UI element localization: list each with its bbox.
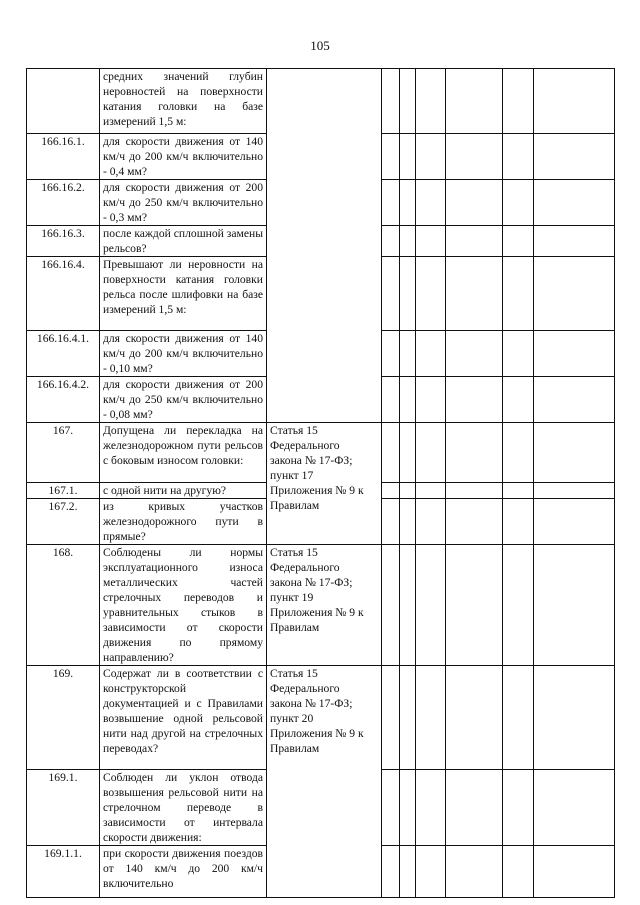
remark-cell (503, 846, 534, 898)
item-number: 166.16.1. (27, 134, 100, 180)
item-question: с одной нити на другую? (100, 483, 267, 499)
item-question: средних значений глубин неровностей на поверхности катания головки на базе измерений 1,5 м: (100, 69, 267, 134)
remark-cell (446, 226, 503, 257)
item-question: Содержат ли в соответствии с конструкторской документацией и с Правилами возвышение одной рельсовой нити над другой на стрелочных переводах? (100, 666, 267, 770)
item-question: для скорости движения от 200 км/ч до 250 км/ч включительно - 0,08 мм? (100, 377, 267, 423)
remark-cell (446, 545, 503, 666)
answer-yes-cell (382, 69, 400, 134)
item-question: при скорости движения поездов от 140 км/ч до 200 км/ч включительно (100, 846, 267, 898)
remark-cell (446, 134, 503, 180)
legal-reference (267, 69, 382, 423)
answer-na-cell (416, 257, 446, 331)
remark-cell (446, 770, 503, 846)
answer-no-cell (400, 483, 416, 499)
answer-no-cell (400, 180, 416, 226)
answer-na-cell (416, 423, 446, 483)
answer-na-cell (416, 134, 446, 180)
item-number: 166.16.4.1. (27, 331, 100, 377)
remark-cell (446, 499, 503, 545)
remark-cell (503, 180, 534, 226)
remark-cell (503, 483, 534, 499)
answer-no-cell (400, 846, 416, 898)
remark-cell (503, 499, 534, 545)
remark-cell (446, 331, 503, 377)
answer-na-cell (416, 180, 446, 226)
answer-yes-cell (382, 545, 400, 666)
answer-yes-cell (382, 499, 400, 545)
item-question: для скорости движения от 140 км/ч до 200 км/ч включительно - 0,4 мм? (100, 134, 267, 180)
answer-yes-cell (382, 423, 400, 483)
remark-cell (446, 423, 503, 483)
item-question: Соблюден ли уклон отвода возвышения рельсовой нити на стрелочном переводе в зависимости от интервала скорости движения: (100, 770, 267, 846)
item-number: 168. (27, 545, 100, 666)
legal-reference (267, 545, 382, 666)
remark-cell (534, 226, 615, 257)
remark-cell (503, 545, 534, 666)
remark-cell (534, 423, 615, 483)
remark-cell (534, 545, 615, 666)
remark-cell (503, 377, 534, 423)
answer-no-cell (400, 770, 416, 846)
item-number: 166.16.4. (27, 257, 100, 331)
answer-na-cell (416, 846, 446, 898)
answer-na-cell (416, 499, 446, 545)
remark-cell (446, 257, 503, 331)
answer-na-cell (416, 331, 446, 377)
remark-cell (446, 69, 503, 134)
remark-cell (534, 770, 615, 846)
answer-na-cell (416, 666, 446, 770)
remark-cell (503, 257, 534, 331)
remark-cell (503, 226, 534, 257)
answer-na-cell (416, 377, 446, 423)
remark-cell (446, 180, 503, 226)
remark-cell (446, 483, 503, 499)
remark-cell (534, 666, 615, 770)
page-number: 105 (310, 38, 330, 53)
item-question: Допущена ли перекладка на железнодорожном пути рельсов с боковым износом головки: (100, 423, 267, 483)
answer-na-cell (416, 226, 446, 257)
answer-yes-cell (382, 180, 400, 226)
item-number: 166.16.4.2. (27, 377, 100, 423)
item-question: для скорости движения от 200 км/ч до 250 км/ч включительно - 0,3 мм? (100, 180, 267, 226)
item-number: 169.1. (27, 770, 100, 846)
item-number: 167.1. (27, 483, 100, 499)
table-row (27, 423, 615, 483)
answer-na-cell (416, 545, 446, 666)
remark-cell (534, 331, 615, 377)
item-number: 169.1.1. (27, 846, 100, 898)
remark-cell (503, 134, 534, 180)
remark-cell (503, 666, 534, 770)
remark-cell (503, 770, 534, 846)
remark-cell (534, 134, 615, 180)
remark-cell (446, 846, 503, 898)
table-row (27, 69, 615, 134)
answer-no-cell (400, 377, 416, 423)
item-number: 167.2. (27, 499, 100, 545)
remark-cell (534, 69, 615, 134)
legal-reference-text: Статья 15 Федерального закона № 17-ФЗ; пункт 19 Приложения № 9 к Правилам (270, 546, 364, 634)
remark-cell (534, 377, 615, 423)
item-number: 166.16.2. (27, 180, 100, 226)
answer-yes-cell (382, 134, 400, 180)
answer-yes-cell (382, 666, 400, 770)
answer-yes-cell (382, 770, 400, 846)
answer-no-cell (400, 134, 416, 180)
answer-no-cell (400, 331, 416, 377)
remark-cell (446, 666, 503, 770)
legal-reference-text: Статья 15 Федерального закона № 17-ФЗ; пункт 17 Приложения № 9 к Правилам (270, 424, 364, 512)
remark-cell (534, 180, 615, 226)
answer-no-cell (400, 226, 416, 257)
answer-no-cell (400, 423, 416, 483)
answer-yes-cell (382, 377, 400, 423)
answer-na-cell (416, 69, 446, 134)
answer-na-cell (416, 483, 446, 499)
item-number (27, 69, 100, 134)
legal-reference (267, 423, 382, 545)
answer-yes-cell (382, 846, 400, 898)
answer-yes-cell (382, 483, 400, 499)
answer-no-cell (400, 545, 416, 666)
remark-cell (503, 69, 534, 134)
item-question: Соблюдены ли нормы эксплуатационного износа металлических частей стрелочных переводов и уравнительных стыков в зависимости от скорости движения по прямому направлению? (100, 545, 267, 666)
item-question: после каждой сплошной замены рельсов? (100, 226, 267, 257)
item-question: Превышают ли неровности на поверхности катания головки рельса после шлифовки на базе измерений 1,5 м: (100, 257, 267, 331)
answer-yes-cell (382, 257, 400, 331)
item-number: 167. (27, 423, 100, 483)
answer-yes-cell (382, 331, 400, 377)
item-question: из кривых участков железнодорожного пути в прямые? (100, 499, 267, 545)
remark-cell (534, 846, 615, 898)
remark-cell (534, 483, 615, 499)
answer-no-cell (400, 666, 416, 770)
remark-cell (534, 257, 615, 331)
remark-cell (503, 331, 534, 377)
answer-no-cell (400, 257, 416, 331)
item-question: для скорости движения от 140 км/ч до 200 км/ч включительно - 0,10 мм? (100, 331, 267, 377)
item-number: 169. (27, 666, 100, 770)
answer-no-cell (400, 499, 416, 545)
table-row (27, 666, 615, 770)
remark-cell (503, 423, 534, 483)
answer-yes-cell (382, 226, 400, 257)
remark-cell (534, 499, 615, 545)
item-number: 166.16.3. (27, 226, 100, 257)
remark-cell (446, 377, 503, 423)
answer-na-cell (416, 770, 446, 846)
legal-reference (267, 666, 382, 898)
answer-no-cell (400, 69, 416, 134)
requirements-table (26, 68, 615, 898)
legal-reference-text: Статья 15 Федерального закона № 17-ФЗ; пункт 20 Приложения № 9 к Правилам (270, 667, 364, 755)
table-row (27, 545, 615, 666)
